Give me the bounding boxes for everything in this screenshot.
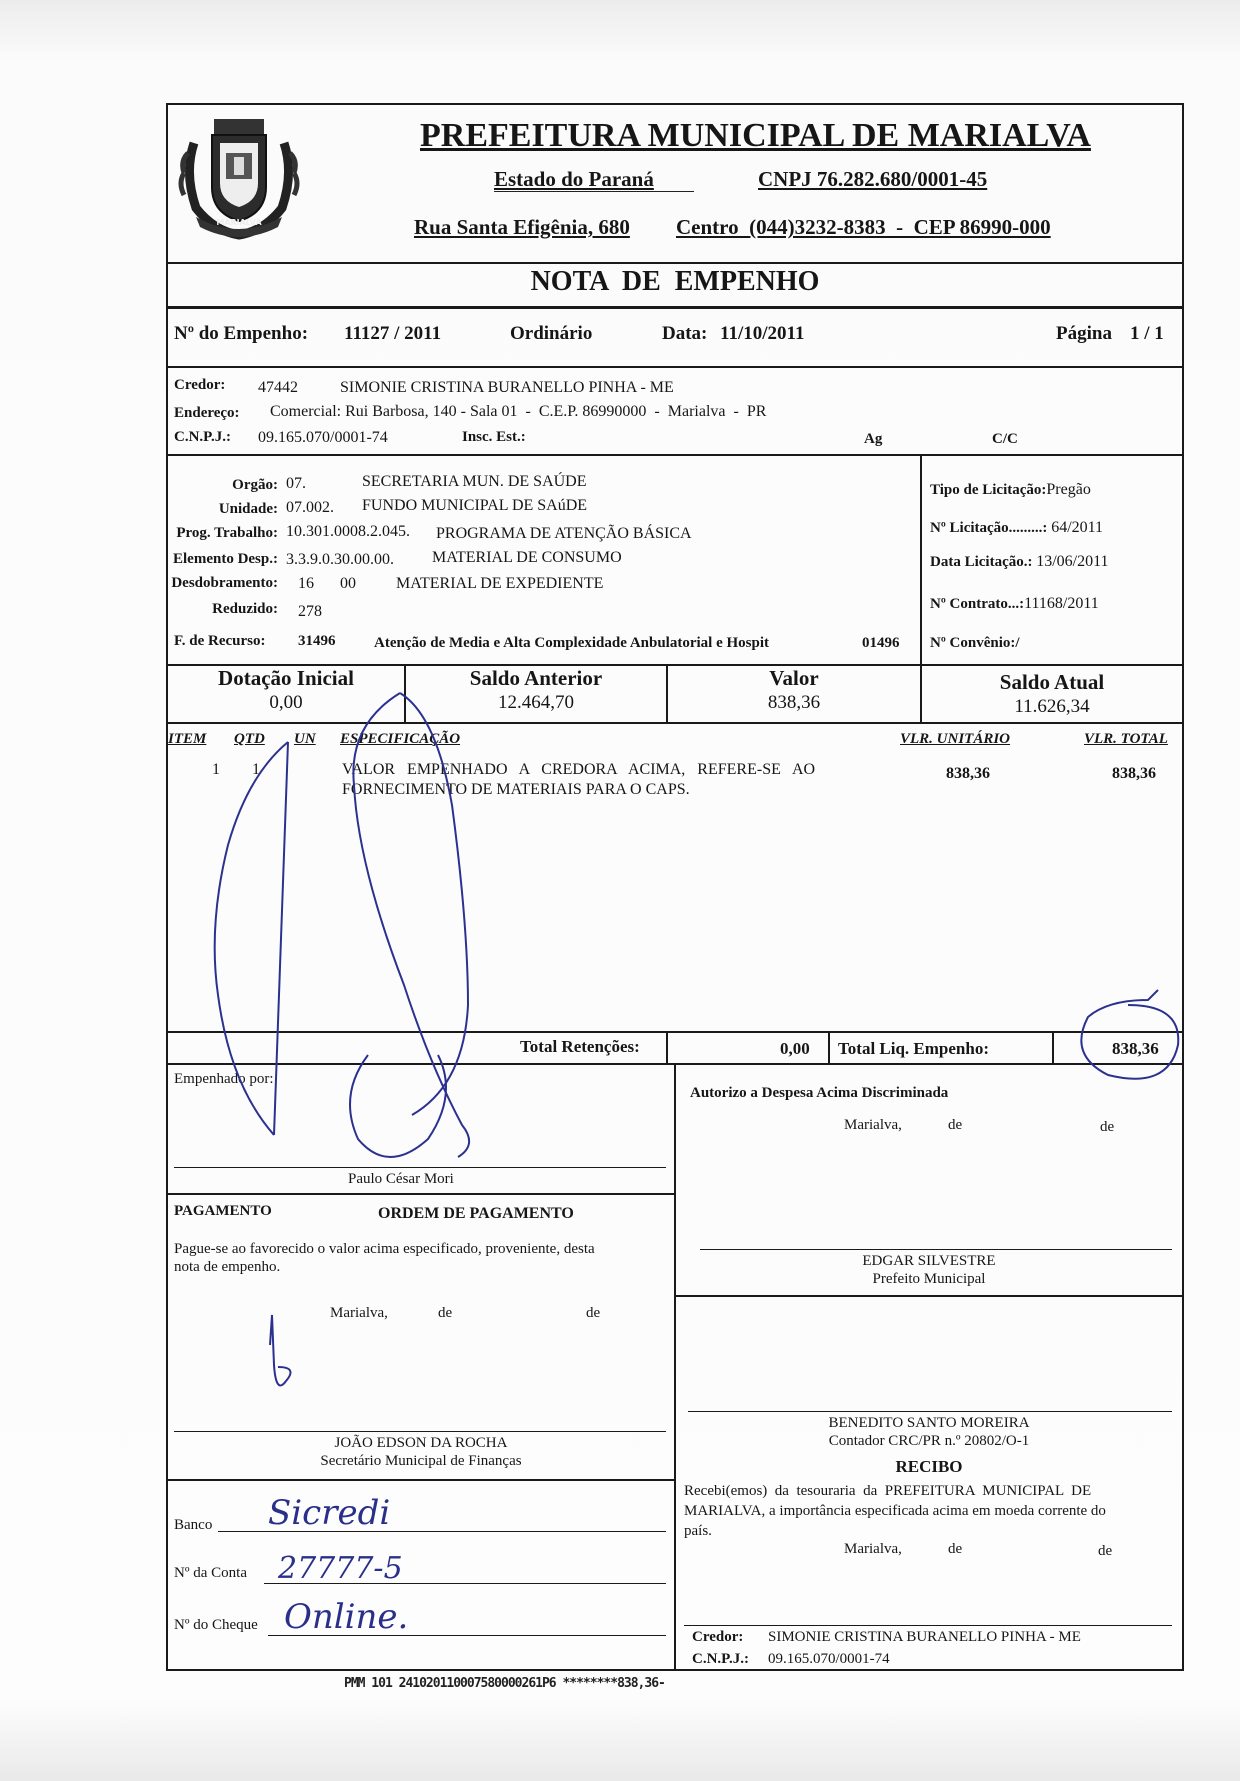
orgao-label: Orgão: <box>232 477 278 493</box>
recibo-de-1: de <box>948 1541 963 1557</box>
state-label: Estado do Paraná <box>494 167 654 191</box>
convenio-label: Nº Convênio:/ <box>930 635 1020 651</box>
reduzido-value: 278 <box>298 603 322 620</box>
address-contact: Centro (044)3232-8383 - CEP 86990-000 <box>676 215 1051 239</box>
date-label: Data: <box>662 323 708 344</box>
dotacao-inicial-label: Dotação Inicial <box>218 666 354 690</box>
creditor-cnpj-label: C.N.P.J.: <box>174 429 231 445</box>
recibo-cnpj: 09.165.070/0001-74 <box>768 1651 890 1667</box>
pagamento-label: PAGAMENTO <box>174 1203 272 1219</box>
empenho-type: Ordinário <box>510 323 593 344</box>
row-qtd: 1 <box>252 761 260 778</box>
total-retencoes-value: 0,00 <box>780 1039 810 1058</box>
cheque-handwritten: Online. <box>284 1597 409 1637</box>
valor-label: Valor <box>769 666 819 690</box>
elemento-code: 3.3.9.0.30.00.00. <box>286 551 394 568</box>
creditor-code: 47442 <box>258 379 298 396</box>
recibo-text-2: MARIALVA, a importância especificada acima em moeda corrente do <box>684 1503 1106 1519</box>
autorizo-local: Marialva, <box>844 1117 902 1133</box>
col-qtd: QTD <box>234 731 265 747</box>
reduzido-label: Reduzido: <box>212 601 278 617</box>
total-liquido-value: 838,36 <box>1112 1039 1159 1058</box>
cnpj-label: CNPJ 76.282.680/0001-45 <box>758 167 988 191</box>
col-item: ITEM <box>168 731 207 747</box>
total-retencoes-label: Total Retenções: <box>520 1037 640 1056</box>
pagamento-de-1: de <box>438 1305 453 1321</box>
pen-signature-marks <box>168 105 1182 1671</box>
elemento-name: MATERIAL DE CONSUMO <box>432 549 622 566</box>
autorizo-label: Autorizo a Despesa Acima Discriminada <box>690 1085 949 1101</box>
licitacao-date-label: Data Licitação.: 13/06/2011 <box>930 553 1109 570</box>
row-vlr-unitario: 838,36 <box>946 765 990 782</box>
col-vlr-unitario: VLR. UNITÁRIO <box>900 731 1011 747</box>
empenho-label: Nº do Empenho: <box>174 323 309 344</box>
row-especificacao-1: VALOR EMPENHADO A CREDORA ACIMA, REFERE-SE AO <box>342 761 816 778</box>
empenho-number: 11127 / 2011 <box>344 323 442 344</box>
recibo-credor-label: Credor: <box>692 1629 744 1645</box>
desdobramento-code-1: 16 <box>298 575 314 592</box>
empenhado-por-label: Empenhado por: <box>174 1071 274 1087</box>
total-liquido-label: Total Liq. Empenho: <box>838 1039 989 1058</box>
secretario-name: JOÃO EDSON DA ROCHA <box>334 1435 508 1451</box>
pagamento-local: Marialva, <box>330 1305 388 1321</box>
programa-code: 10.301.0008.2.045. <box>286 523 410 540</box>
saldo-anterior-label: Saldo Anterior <box>469 666 603 690</box>
prefeito-cargo: Prefeito Municipal <box>872 1271 986 1287</box>
recibo-de-2: de <box>1098 1543 1113 1559</box>
dotacao-inicial-value: 0,00 <box>269 692 303 713</box>
address-street: Rua Santa Efigênia, 680 <box>414 215 630 239</box>
municipality-title: PREFEITURA MUNICIPAL DE MARIALVA <box>420 117 1091 154</box>
page-label: Página <box>1056 323 1112 344</box>
footer-code: PMM 101 241020110007580000261P6 ********838,36- <box>344 1676 665 1691</box>
creditor-cnpj: 09.165.070/0001-74 <box>258 429 388 446</box>
address-label: Endereço: <box>174 405 240 421</box>
unidade-label: Unidade: <box>218 501 278 517</box>
valor-value: 838,36 <box>767 692 821 713</box>
saldo-atual-label: Saldo Atual <box>999 670 1105 694</box>
saldo-anterior-value: 12.464,70 <box>498 692 574 713</box>
conta-label: Nº da Conta <box>174 1565 247 1581</box>
recibo-text-1: Recebi(emos) da tesouraria da PREFEITURA MUNICIPAL DE <box>684 1483 1092 1499</box>
recibo-local: Marialva, <box>844 1541 902 1557</box>
creditor-address: Comercial: Rui Barbosa, 140 - Sala 01 - C.E.P. 86990000 - Marialva - PR <box>270 403 767 420</box>
desdobramento-code-2: 00 <box>340 575 356 592</box>
col-un: UN <box>294 731 316 747</box>
recibo-label: RECIBO <box>895 1457 963 1476</box>
recurso-code-2: 01496 <box>862 635 900 651</box>
recibo-text-3: país. <box>684 1523 712 1539</box>
desdobramento-name: MATERIAL DE EXPEDIENTE <box>396 575 604 592</box>
autorizo-de-1: de <box>948 1117 963 1133</box>
pagamento-de-2: de <box>586 1305 601 1321</box>
document-title: NOTA DE EMPENHO <box>530 266 820 297</box>
orgao-name: SECRETARIA MUN. DE SAÚDE <box>362 473 587 490</box>
orgao-code: 07. <box>286 475 306 492</box>
prefeito-name: EDGAR SILVESTRE <box>862 1253 996 1269</box>
pagamento-text-2: nota de empenho. <box>174 1259 281 1275</box>
recurso-name: Atenção de Media e Alta Complexidade Anbulatorial e Hospit <box>374 635 769 651</box>
unidade-code: 07.002. <box>286 499 334 516</box>
banco-handwritten: Sicredi <box>268 1493 391 1533</box>
row-vlr-total: 838,36 <box>1112 765 1156 782</box>
pagamento-text-1: Pague-se ao favorecido o valor acima especificado, proveniente, desta <box>174 1241 595 1257</box>
ordem-pagamento-label: ORDEM DE PAGAMENTO <box>378 1205 574 1222</box>
recurso-code: 31496 <box>298 633 336 649</box>
empenhado-por-name: Paulo César Mori <box>348 1171 454 1187</box>
creditor-label: Credor: <box>174 377 226 393</box>
col-especificacao: ESPECIFICAÇÃO <box>340 731 461 747</box>
banco-label: Banco <box>174 1517 213 1533</box>
programa-name: PROGRAMA DE ATENÇÃO BÁSICA <box>436 525 692 542</box>
state-registration-label: Insc. Est.: <box>462 429 526 445</box>
recibo-cnpj-label: C.N.P.J.: <box>692 1651 749 1667</box>
conta-handwritten: 27777-5 <box>278 1551 403 1586</box>
col-vlr-total: VLR. TOTAL <box>1084 731 1168 747</box>
cheque-label: Nº do Cheque <box>174 1617 258 1633</box>
programa-label: Prog. Trabalho: <box>176 525 278 541</box>
licitacao-number-label: Nº Licitação.........: 64/2011 <box>930 519 1104 536</box>
row-item: 1 <box>212 761 220 778</box>
agency-label: Ag <box>864 431 883 447</box>
contador-name: BENEDITO SANTO MOREIRA <box>828 1415 1030 1431</box>
autorizo-de-2: de <box>1100 1119 1115 1135</box>
date-value: 11/10/2011 <box>720 323 805 344</box>
nota-de-empenho-document <box>166 103 1184 1671</box>
desdobramento-label: Desdobramento: <box>171 575 278 591</box>
account-label: C/C <box>992 431 1018 447</box>
creditor-name: SIMONIE CRISTINA BURANELLO PINHA - ME <box>340 379 674 396</box>
contract-label: Nº Contrato...:11168/2011 <box>930 595 1099 612</box>
unidade-name: FUNDO MUNICIPAL DE SAúDE <box>362 497 588 514</box>
elemento-label: Elemento Desp.: <box>173 551 278 567</box>
contador-cargo: Contador CRC/PR n.º 20802/O-1 <box>828 1433 1030 1449</box>
recibo-credor-name: SIMONIE CRISTINA BURANELLO PINHA - ME <box>768 1629 1081 1645</box>
saldo-atual-value: 11.626,34 <box>1014 696 1090 717</box>
licitacao-type-label: Tipo de Licitação:Pregão <box>930 481 1091 498</box>
secretario-cargo: Secretário Municipal de Finanças <box>320 1453 522 1469</box>
seal-label: MARIALVA <box>216 218 262 227</box>
row-especificacao-2: FORNECIMENTO DE MATERIAIS PARA O CAPS. <box>342 781 690 798</box>
page-number: 1 / 1 <box>1130 323 1164 344</box>
recurso-label: F. de Recurso: <box>174 633 266 649</box>
